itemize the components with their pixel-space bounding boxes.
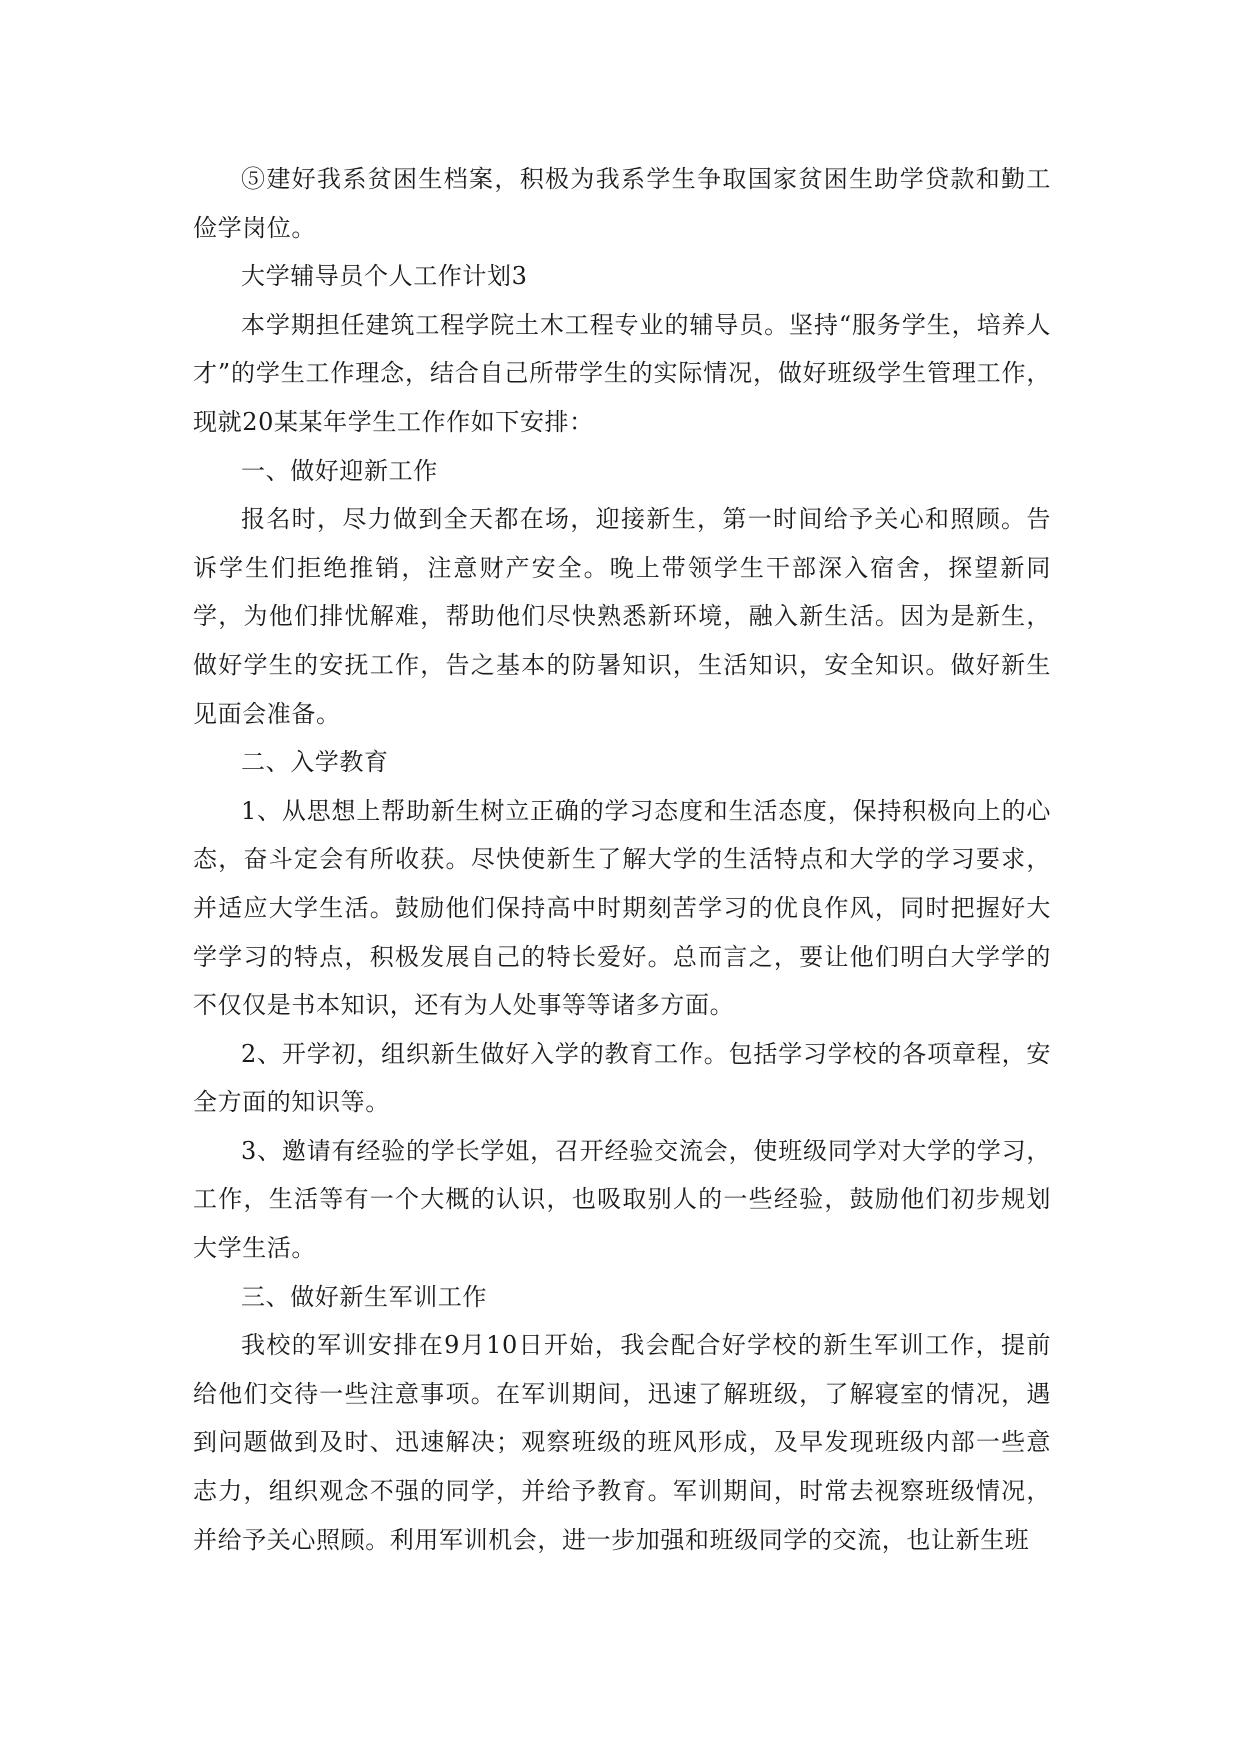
heading-military-training: 三、做好新生军训工作 — [241, 1282, 487, 1311]
paragraph-item-3: 3、邀请有经验的学长学姐，召开经验交流会，使班级同学对大学的学习，工作，生活等有一个大概的认识，也吸取别人的一些经验，鼓励他们初步规划大学生活。 — [193, 1136, 1051, 1263]
heading-enrollment-education: 二、入学教育 — [241, 748, 389, 777]
paragraph-item-2: 2、开学初，组织新生做好入学的教育工作。包括学习学校的各项章程，安全方面的知识等。 — [193, 1039, 1051, 1117]
paragraph-poor-student-archive: ⑤建好我系贫困生档案，积极为我系学生争取国家贫困生助学贷款和勤工俭学岗位。 — [193, 165, 1051, 242]
paragraph-registration: 报名时，尽力做到全天都在场，迎接新生，第一时间给予关心和照顾。告诉学生们拒绝推销，注意财产安全。晚上带领学生干部深入宿舍，探望新同学，为他们排忧解难，帮助他们尽快熟悉新环境，融入新生活。因为是新生，做好学生的安抚工作，告之基本的防暑知识，生活知识，安全知识。做好新生见面会准备。 — [193, 505, 1051, 728]
paragraph-item-1: 1、从思想上帮助新生树立正确的学习态度和生活态度，保持积极向上的心态，奋斗定会有所收获。尽快使新生了解大学的生活特点和大学的学习要求，并适应大学生活。鼓励他们保持高中时期刻苦学习的优良作风，同时把握好大学学习的特点，积极发展自己的特长爱好。总而言之，要让他们明白大学学的不仅仅是书本知识，还有为人处事等等诸多方面。 — [193, 796, 1051, 1020]
heading-welcome-freshmen: 一、做好迎新工作 — [241, 456, 438, 485]
paragraph-intro: 本学期担任建筑工程学院土木工程专业的辅导员。坚持“服务学生，培养人才”的学生工作理念，结合自己所带学生的实际情况，做好班级学生管理工作，现就20某某年学生工作作如下安排： — [193, 310, 1051, 436]
section-title-plan-3: 大学辅导员个人工作计划3 — [241, 262, 528, 291]
paragraph-military-training: 我校的军训安排在9月10日开始，我会配合好学校的新生军训工作，提前给他们交待一些注意事项。在军训期间，迅速了解班级，了解寝室的情况，遇到问题做到及时、迅速解决；观察班级的班风形成，及早发现班级内部一些意志力，组织观念不强的同学，并给予教育。军训期间，时常去视察班级情况，并给予关心照顾。利用军训机会，进一步加强和班级同学的交流，也让新生班 — [193, 1331, 1051, 1554]
document-body — [193, 155, 1051, 1564]
